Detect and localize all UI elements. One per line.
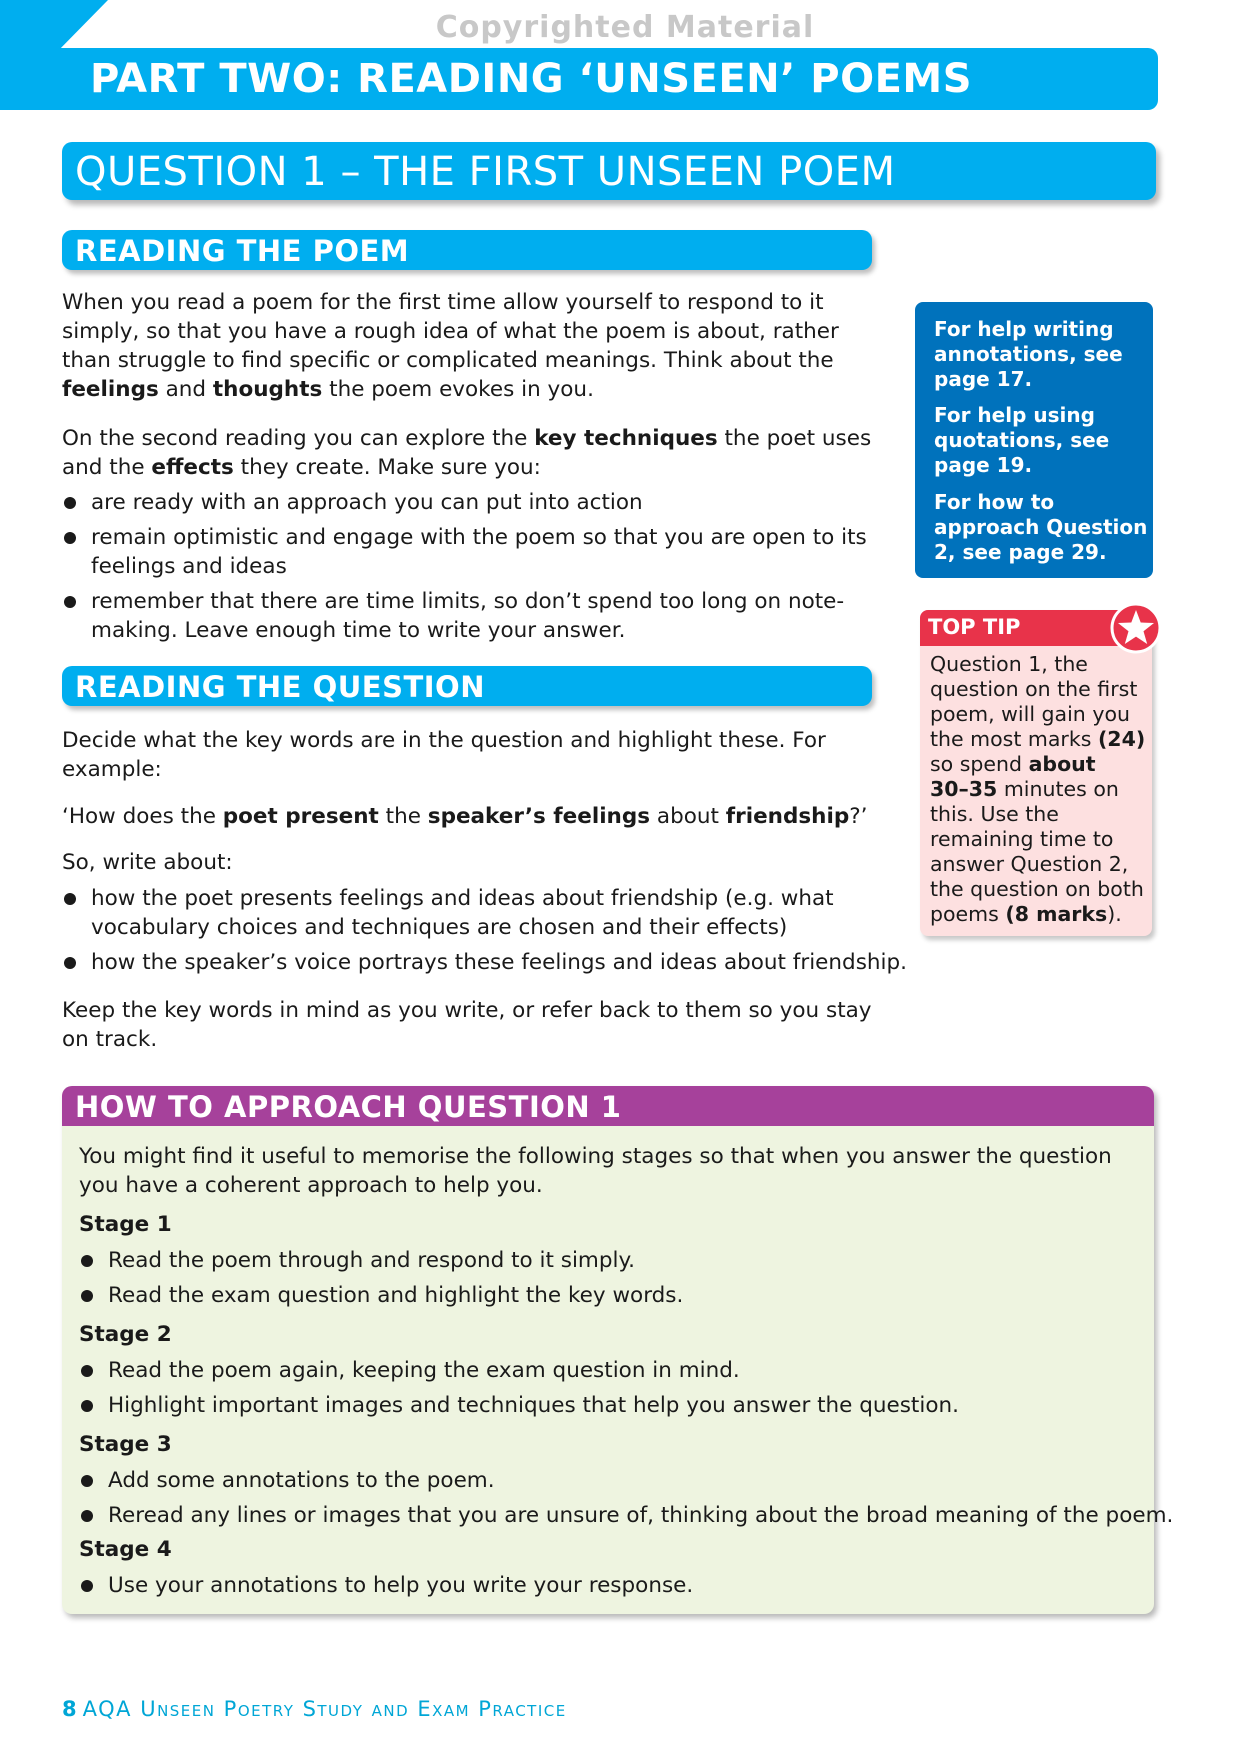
reading-poem-heading: READING THE POEM	[75, 234, 410, 268]
text-line: and the effects they create. Make sure you:	[62, 455, 541, 480]
text-line: feelings and thoughts the poem evokes in you.	[62, 377, 594, 402]
list-item: Use your annotations to help you write your response.	[79, 1571, 693, 1600]
help-item-question2: For how to approach Question 2, see page 29.	[934, 490, 1148, 564]
reading-question-para-end	[62, 996, 872, 1054]
text-line: on track.	[62, 1027, 158, 1052]
text-line: simply, so that you have a rough idea of what the poem is about, rather	[62, 319, 839, 344]
top-tip-header	[920, 610, 1130, 646]
help-box	[915, 302, 1153, 578]
text-line: Decide what the key words are in the question and highlight these. For	[62, 728, 826, 753]
list-item: Highlight important images and techniques that help you answer the question.	[79, 1391, 959, 1420]
reading-question-heading-bar	[62, 666, 872, 706]
stage-4-bullets	[79, 1571, 693, 1600]
list-item: Read the exam question and highlight the key words.	[79, 1281, 683, 1310]
list-item: how the speaker’s voice portrays these feelings and ideas about friendship.	[62, 948, 907, 977]
reading-question-heading: READING THE QUESTION	[75, 670, 485, 704]
approach-heading-bar	[62, 1086, 1154, 1126]
copyright-watermark: Copyrighted Material	[435, 10, 815, 45]
star-icon	[1110, 602, 1162, 654]
stage-3-bullets	[79, 1466, 1173, 1530]
so-write-about: So, write about:	[62, 850, 233, 875]
page-number: 8	[62, 1697, 77, 1721]
list-item: remember that there are time limits, so don’t spend too long on note- making. Leave enough time to write your answer.	[62, 587, 867, 645]
stage-2-label: Stage 2	[79, 1322, 172, 1347]
book-title: AQA Unseen Poetry Study and Exam Practice	[82, 1697, 567, 1721]
question-title: QUESTION 1 – THE FIRST UNSEEN POEM	[75, 149, 896, 195]
list-item: how the poet presents feelings and ideas about friendship (e.g. what vocabulary choices and techniques are chosen and their effects)	[62, 884, 907, 942]
list-item: Read the poem again, keeping the exam question in mind.	[79, 1356, 959, 1385]
approach-heading: HOW TO APPROACH QUESTION 1	[75, 1090, 622, 1124]
stage-4-label: Stage 4	[79, 1537, 172, 1562]
reading-question-bullets	[62, 884, 907, 977]
example-question-quote: ‘How does the poet present the speaker’s feelings about friendship?’	[62, 804, 868, 829]
reading-poem-para1	[62, 288, 839, 404]
reading-poem-heading-bar	[62, 230, 872, 270]
top-tip-box	[920, 610, 1152, 936]
text-line: than struggle to find specific or complicated meanings. Think about the	[62, 348, 834, 373]
help-item-quotations: For help using quotations, see page 19.	[934, 403, 1110, 477]
list-item: are ready with an approach you can put into action	[62, 488, 867, 517]
text-line: you have a coherent approach to help you.	[79, 1173, 543, 1198]
help-item-annotations: For help writing annotations, see page 17.	[934, 317, 1123, 391]
text-line: Keep the key words in mind as you write, or refer back to them so you stay	[62, 998, 872, 1023]
stage-1-bullets	[79, 1246, 683, 1310]
stage-2-bullets	[79, 1356, 959, 1420]
top-tip-heading: TOP TIP	[928, 615, 1021, 639]
list-item: Add some annotations to the poem.	[79, 1466, 1173, 1495]
reading-poem-para2	[62, 424, 871, 482]
approach-intro	[79, 1142, 1112, 1200]
list-item: remain optimistic and engage with the poem so that you are open to its feelings and ideas	[62, 523, 867, 581]
question-banner	[62, 142, 1156, 200]
list-item: Read the poem through and respond to it simply.	[79, 1246, 683, 1275]
approach-box	[62, 1086, 1174, 1614]
text-line: example:	[62, 757, 162, 782]
top-tip-text: Question 1, the question on the first poem, will gain you the most marks (24) so spend about 30–35 minutes on this. Use the remaining time to answer Question 2, the question on both poems (8 marks).	[930, 652, 1146, 926]
text-line: On the second reading you can explore the key techniques the poet uses	[62, 426, 872, 451]
reading-poem-bullets	[62, 488, 867, 645]
page-footer	[62, 1697, 567, 1721]
reading-question-para1	[62, 726, 826, 784]
text-line: You might find it useful to memorise the following stages so that when you answer the question	[79, 1144, 1112, 1169]
part-banner	[0, 48, 1158, 110]
stage-1-label: Stage 1	[79, 1212, 172, 1237]
stage-3-label: Stage 3	[79, 1432, 172, 1457]
part-title: PART TWO: READING ‘UNSEEN’ POEMS	[90, 56, 973, 102]
text-line: When you read a poem for the first time allow yourself to respond to it	[62, 290, 824, 315]
list-item: Reread any lines or images that you are unsure of, thinking about the broad meaning of the poem.	[79, 1501, 1173, 1530]
